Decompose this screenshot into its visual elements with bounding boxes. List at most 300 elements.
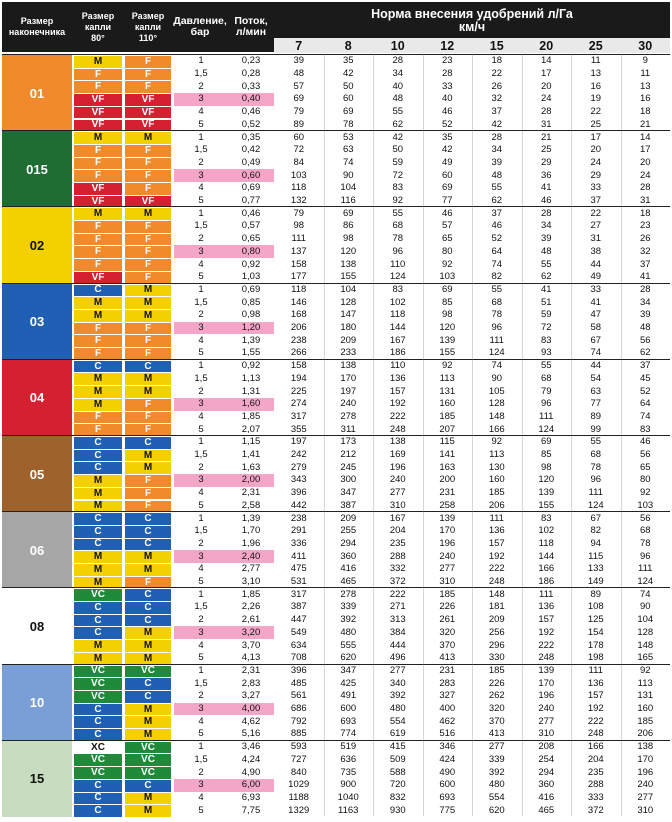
flow-value: 1,70 — [241, 525, 261, 537]
rate-value: 170 — [340, 372, 357, 384]
rate-value: 56 — [639, 449, 651, 461]
rate-value: 103 — [290, 169, 307, 181]
rate-value: 294 — [538, 766, 555, 778]
rate-value: 400 — [439, 703, 456, 715]
rate-value: 154 — [587, 626, 604, 638]
rate-value: 271 — [389, 601, 406, 613]
rate-value: 310 — [439, 576, 456, 588]
rate-value: 116 — [340, 195, 356, 207]
rate-value: 84 — [293, 156, 305, 168]
pressure-value: 5 — [198, 271, 204, 283]
drop-size-110: M — [125, 450, 171, 462]
rate-value: 55 — [392, 106, 404, 118]
rate-value: 160 — [439, 398, 456, 410]
rate-value: 832 — [389, 791, 406, 803]
nozzle-chart — [2, 2, 670, 818]
flow-value: 2,31 — [241, 487, 261, 499]
rate-value: 38 — [590, 245, 602, 257]
pressure-value: 5 — [198, 652, 204, 664]
rate-value: 169 — [389, 449, 406, 461]
rate-value: 139 — [439, 334, 456, 346]
drop-size-110: F — [125, 259, 171, 271]
drop-size-110: C — [125, 539, 171, 551]
rate-value: 238 — [290, 512, 307, 524]
rate-value: 104 — [340, 283, 357, 295]
rate-value: 392 — [389, 690, 406, 702]
rate-value: 33 — [590, 182, 602, 194]
rate-value: 240 — [538, 703, 555, 715]
drop-size-80: F — [74, 158, 122, 170]
nozzle-size-label: 06 — [2, 512, 72, 588]
rate-value: 120 — [538, 474, 555, 486]
flow-value: 2,26 — [241, 601, 261, 613]
pressure-value: 4 — [198, 563, 204, 575]
rate-value: 69 — [293, 93, 305, 105]
drop-size-110: C — [125, 691, 171, 703]
drop-size-80: F — [74, 424, 122, 436]
rate-value: 29 — [590, 169, 602, 181]
drop-size-110: VF — [125, 120, 171, 132]
rate-value: 55 — [491, 182, 503, 194]
pressure-value: 1 — [198, 664, 204, 676]
pressure-value: 1 — [198, 741, 204, 753]
rate-value: 496 — [389, 652, 406, 664]
rate-value: 74 — [639, 588, 651, 600]
rate-value: 68 — [590, 449, 602, 461]
rate-value: 240 — [439, 550, 456, 562]
rate-value: 185 — [439, 410, 456, 422]
rate-value: 62 — [639, 347, 651, 359]
speed-header-10: 10 — [390, 38, 405, 53]
rate-value: 411 — [291, 550, 307, 562]
rate-value: 186 — [538, 576, 555, 588]
rate-value: 138 — [340, 258, 357, 270]
rate-value: 485 — [290, 677, 307, 689]
rate-value: 55 — [540, 360, 552, 372]
rate-value: 69 — [342, 106, 354, 118]
drop-size-110: M — [125, 564, 171, 576]
rate-value: 222 — [488, 563, 505, 575]
rate-value: 83 — [639, 423, 651, 435]
column-divider — [373, 54, 374, 816]
rate-value: 118 — [538, 537, 554, 549]
rate-value: 94 — [590, 537, 602, 549]
rate-value: 444 — [389, 639, 406, 651]
flow-value: 0,33 — [241, 80, 261, 92]
rate-value: 98 — [540, 461, 552, 473]
flow-value: 0,23 — [241, 55, 261, 67]
rate-value: 196 — [637, 766, 654, 778]
rate-value: 32 — [491, 93, 503, 105]
drop-size-110: C — [125, 602, 171, 614]
rate-value: 68 — [392, 220, 404, 232]
pressure-value: 5 — [198, 195, 204, 207]
rate-value: 310 — [538, 728, 555, 740]
rate-value: 262 — [488, 690, 505, 702]
rate-value: 155 — [439, 347, 456, 359]
rate-value: 65 — [639, 461, 651, 473]
rate-value: 26 — [491, 80, 503, 92]
speed-header-20: 20 — [539, 38, 554, 53]
rate-value: 593 — [290, 741, 307, 753]
drop-size-110: F — [125, 69, 171, 81]
rate-value: 277 — [538, 715, 555, 727]
rate-value: 86 — [342, 220, 354, 232]
rate-value: 447 — [290, 614, 307, 626]
rate-value: 52 — [639, 385, 651, 397]
speed-header-30: 30 — [638, 38, 653, 53]
drop-size-80: C — [74, 615, 122, 627]
rate-value: 490 — [439, 766, 456, 778]
drop-size-110: F — [125, 424, 171, 436]
rate-value: 78 — [590, 461, 602, 473]
drop-size-110: F — [125, 323, 171, 335]
rate-value: 40 — [392, 80, 404, 92]
flow-value: 1,31 — [241, 385, 261, 397]
drop-size-110: C — [125, 589, 171, 601]
rate-value: 124 — [637, 576, 654, 588]
rate-value: 206 — [290, 322, 307, 334]
rate-value: 20 — [540, 80, 552, 92]
header-flow: Поток, л/мин — [234, 15, 268, 38]
rate-value: 600 — [340, 703, 357, 715]
rate-value: 21 — [540, 131, 552, 143]
drop-size-80: C — [74, 513, 122, 525]
drop-size-80: F — [74, 323, 122, 335]
rate-value: 416 — [340, 563, 357, 575]
rate-value: 620 — [340, 652, 357, 664]
drop-size-80: C — [74, 450, 122, 462]
rate-value: 278 — [340, 588, 357, 600]
rate-value: 310 — [389, 499, 406, 511]
drop-size-110: M — [125, 551, 171, 563]
rate-value: 39 — [491, 156, 503, 168]
drop-size-80: C — [74, 437, 122, 449]
rate-value: 69 — [342, 207, 354, 219]
drop-size-80: M — [74, 399, 122, 411]
rate-value: 92 — [639, 664, 651, 676]
rate-value: 68 — [491, 296, 503, 308]
drop-size-80: M — [74, 386, 122, 398]
rate-value: 28 — [540, 207, 552, 219]
rate-value: 166 — [538, 563, 555, 575]
rate-value: 157 — [488, 537, 505, 549]
rate-value: 92 — [441, 360, 453, 372]
rate-value: 245 — [340, 461, 357, 473]
rate-value: 111 — [291, 233, 306, 245]
rate-value: 50 — [342, 80, 354, 92]
rate-value: 180 — [340, 322, 357, 334]
pressure-value: 1,5 — [194, 449, 208, 461]
flow-value: 0,69 — [241, 283, 261, 295]
drop-size-80: M — [74, 56, 122, 68]
drop-size-110: F — [125, 221, 171, 233]
rate-value: 206 — [488, 499, 505, 511]
rate-value: 69 — [441, 182, 453, 194]
flow-value: 2,31 — [241, 664, 261, 676]
rate-value: 113 — [439, 372, 455, 384]
drop-size-80: F — [74, 335, 122, 347]
nozzle-size-label: 01 — [2, 55, 72, 131]
rate-value: 28 — [639, 182, 651, 194]
rate-value: 347 — [340, 487, 357, 499]
rate-value: 92 — [441, 258, 453, 270]
rate-value: 181 — [488, 601, 505, 613]
pressure-value: 1 — [198, 55, 204, 67]
rate-value: 56 — [639, 334, 651, 346]
rate-value: 561 — [290, 690, 307, 702]
drop-size-110: C — [125, 513, 171, 525]
rate-value: 157 — [538, 614, 555, 626]
rate-value: 57 — [293, 80, 305, 92]
rate-value: 72 — [392, 169, 404, 181]
rate-value: 25 — [590, 118, 602, 130]
rate-value: 42 — [392, 131, 404, 143]
rate-value: 185 — [488, 487, 505, 499]
drop-size-110: F — [125, 170, 171, 182]
drop-size-110: M — [125, 297, 171, 309]
rate-value: 170 — [439, 525, 456, 537]
rate-value: 138 — [637, 741, 654, 753]
drop-size-80: M — [74, 551, 122, 563]
rate-value: 17 — [540, 68, 552, 80]
rate-value: 28 — [441, 68, 453, 80]
flow-value: 1,20 — [228, 322, 274, 335]
rate-value: 620 — [488, 804, 505, 816]
pressure-value: 1 — [198, 283, 204, 295]
rate-value: 138 — [389, 436, 406, 448]
header-drop-110: Размер капли 110° — [131, 10, 165, 43]
rate-value: 294 — [340, 537, 357, 549]
pressure-value: 2 — [198, 309, 204, 321]
rate-value: 21 — [639, 118, 651, 130]
pressure-value: 3 — [174, 626, 228, 639]
rate-value: 531 — [290, 576, 307, 588]
rate-value: 619 — [389, 728, 406, 740]
drop-size-80: M — [74, 132, 122, 144]
rate-value: 554 — [488, 791, 505, 803]
rate-value: 55 — [590, 436, 602, 448]
rate-value: 74 — [342, 156, 354, 168]
rate-value: 59 — [392, 156, 404, 168]
rate-value: 55 — [491, 283, 503, 295]
rate-value: 60 — [293, 131, 305, 143]
rate-value: 192 — [538, 626, 555, 638]
rate-value: 85 — [540, 449, 552, 461]
rate-value: 136 — [389, 372, 406, 384]
flow-value: 0,52 — [241, 118, 261, 130]
rate-value: 277 — [637, 791, 654, 803]
nozzle-size-label: 02 — [2, 207, 72, 283]
pressure-value: 3 — [174, 93, 228, 106]
drop-size-80: VC — [74, 589, 122, 601]
rate-value: 124 — [538, 423, 555, 435]
rate-value: 102 — [389, 296, 406, 308]
drop-size-80: M — [74, 208, 122, 220]
drop-size-80: F — [74, 221, 122, 233]
drop-size-110: M — [125, 373, 171, 385]
rate-value: 372 — [587, 804, 604, 816]
rate-value: 23 — [441, 55, 453, 67]
rate-value: 118 — [291, 283, 307, 295]
flow-value: 1,63 — [241, 461, 261, 473]
rate-value: 225 — [290, 385, 307, 397]
flow-value: 1,85 — [241, 410, 261, 422]
rate-value: 68 — [540, 372, 552, 384]
rate-value: 96 — [590, 474, 602, 486]
flow-value: 2,83 — [241, 677, 261, 689]
rate-value: 138 — [340, 360, 357, 372]
rate-value: 168 — [290, 309, 307, 321]
rate-value: 28 — [392, 55, 404, 67]
rate-value: 212 — [340, 449, 357, 461]
rate-value: 80 — [441, 245, 453, 257]
flow-value: 0,92 — [241, 360, 261, 372]
flow-value: 0,42 — [241, 144, 261, 156]
rate-value: 90 — [639, 601, 651, 613]
rate-value: 288 — [389, 550, 406, 562]
drop-size-110: F — [125, 488, 171, 500]
rate-value: 20 — [639, 156, 651, 168]
rate-value: 196 — [439, 537, 456, 549]
pressure-value: 4 — [198, 715, 204, 727]
flow-value: 1,03 — [241, 271, 261, 283]
rate-value: 33 — [590, 283, 602, 295]
rate-value: 72 — [293, 144, 305, 156]
rate-value: 346 — [439, 741, 456, 753]
rate-value: 355 — [290, 423, 307, 435]
rate-value: 240 — [340, 398, 357, 410]
flow-value: 2,77 — [241, 563, 261, 575]
pressure-value: 2 — [198, 766, 204, 778]
rate-value: 491 — [340, 690, 357, 702]
rate-value: 185 — [637, 715, 654, 727]
drop-size-110: VC — [125, 767, 171, 779]
drop-size-110: VF — [125, 94, 171, 106]
flow-value: 2,40 — [228, 550, 274, 563]
rate-value: 240 — [637, 779, 654, 791]
rate-value: 13 — [639, 80, 651, 92]
nozzle-block-15 — [2, 740, 670, 816]
flow-value: 1,55 — [241, 347, 261, 359]
rate-value: 60 — [342, 93, 354, 105]
rate-value: 78 — [342, 118, 354, 130]
rate-value: 108 — [587, 601, 604, 613]
column-divider — [472, 54, 473, 816]
rate-value: 64 — [491, 245, 503, 257]
nozzle-size-label: 05 — [2, 436, 72, 512]
rate-value: 67 — [590, 334, 602, 346]
rate-value: 173 — [340, 436, 357, 448]
rate-value: 204 — [587, 753, 604, 765]
rate-value: 185 — [439, 588, 456, 600]
pressure-value: 5 — [198, 576, 204, 588]
rate-value: 98 — [342, 233, 354, 245]
flow-value: 0,65 — [241, 233, 261, 245]
rate-value: 35 — [342, 55, 354, 67]
pressure-value: 2 — [198, 614, 204, 626]
rate-value: 48 — [491, 169, 503, 181]
flow-value: 1,85 — [241, 588, 261, 600]
header-drop-80: Размер капли 80° — [81, 10, 115, 43]
rate-value: 39 — [293, 55, 305, 67]
rate-value: 74 — [590, 347, 602, 359]
rate-value: 41 — [540, 283, 552, 295]
rate-value: 588 — [389, 766, 406, 778]
rate-value: 48 — [639, 322, 651, 334]
rate-value: 25 — [540, 144, 552, 156]
rate-value: 360 — [340, 550, 357, 562]
rate-value: 231 — [439, 487, 456, 499]
pressure-value: 4 — [198, 334, 204, 346]
flow-value: 3,10 — [241, 576, 261, 588]
rate-value: 103 — [637, 499, 654, 511]
rate-value: 83 — [540, 512, 552, 524]
rate-value: 24 — [639, 169, 651, 181]
rate-value: 9 — [642, 55, 648, 67]
rate-value: 1029 — [288, 779, 310, 791]
drop-size-110: M — [125, 208, 171, 220]
rate-value: 17 — [639, 144, 651, 156]
rate-value: 148 — [637, 639, 654, 651]
rate-value: 144 — [389, 322, 406, 334]
rate-value: 18 — [639, 207, 651, 219]
rate-value: 79 — [540, 385, 552, 397]
nozzle-size-label: 08 — [2, 588, 72, 664]
rate-value: 416 — [538, 791, 555, 803]
rate-value: 46 — [441, 207, 453, 219]
nozzle-size-label: 15 — [2, 741, 72, 817]
rate-value: 26 — [639, 233, 651, 245]
rate-value: 90 — [491, 372, 503, 384]
flow-value: 4,90 — [241, 766, 261, 778]
rate-value: 37 — [639, 258, 651, 270]
drop-size-80: M — [74, 640, 122, 652]
rate-value: 255 — [340, 525, 357, 537]
rate-value: 226 — [439, 601, 456, 613]
rate-value: 157 — [389, 385, 406, 397]
rate-value: 343 — [290, 474, 307, 486]
rate-value: 46 — [639, 436, 651, 448]
rate-value: 327 — [439, 690, 456, 702]
drop-size-110: F — [125, 81, 171, 93]
flow-value: 2,58 — [241, 499, 261, 511]
rate-value: 339 — [488, 753, 505, 765]
rate-value: 18 — [639, 106, 651, 118]
rate-value: 384 — [389, 626, 406, 638]
rate-value: 196 — [538, 690, 555, 702]
drop-size-110: M — [125, 716, 171, 728]
rate-value: 296 — [488, 639, 505, 651]
column-divider — [522, 54, 523, 816]
rate-value: 98 — [441, 309, 453, 321]
rate-value: 115 — [439, 436, 455, 448]
rate-value: 425 — [340, 677, 357, 689]
rate-value: 277 — [389, 664, 406, 676]
pressure-value: 3 — [174, 169, 228, 182]
flow-value: 1,13 — [241, 372, 261, 384]
rate-value: 387 — [340, 499, 357, 511]
drop-size-110: M — [125, 640, 171, 652]
rate-value: 277 — [389, 487, 406, 499]
rate-value: 105 — [488, 385, 505, 397]
flow-value: 0,80 — [228, 245, 274, 258]
rate-value: 40 — [441, 93, 453, 105]
rate-value: 20 — [590, 144, 602, 156]
rate-value: 209 — [488, 614, 505, 626]
rate-value: 1163 — [338, 804, 359, 816]
drop-size-80: M — [74, 310, 122, 322]
